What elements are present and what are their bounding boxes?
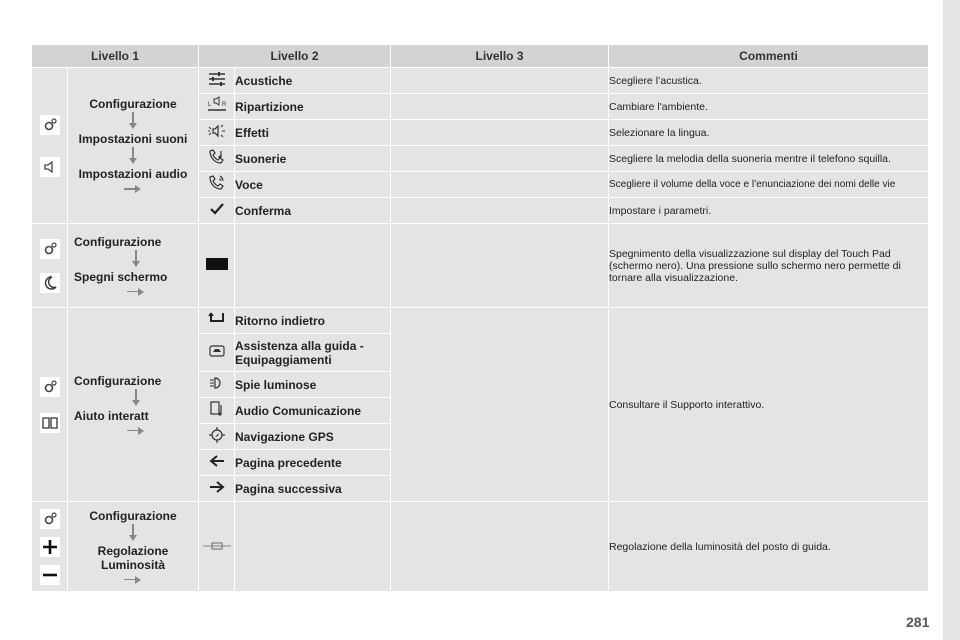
moon-icon <box>40 273 60 293</box>
level1-icons <box>32 68 68 224</box>
option-spie-luminose: Spie luminose <box>235 372 391 398</box>
gear-icon <box>40 115 60 135</box>
right-sidebar <box>943 0 960 640</box>
option-suonerie: Suonerie <box>235 146 391 172</box>
book-icon <box>40 413 60 433</box>
option-voce: Voce <box>235 172 391 198</box>
car-assist-icon <box>199 334 235 372</box>
level1-icons <box>32 224 68 308</box>
comment-aiuto: Consultare il Supporto interattivo. <box>609 308 929 502</box>
comment-voce: Scegliere il volume della voce e l’enunciazione dei nomi delle vie <box>609 172 929 198</box>
arrow-down-icon <box>131 250 141 268</box>
path-configurazione: Configurazione <box>89 97 177 111</box>
checkmark-icon <box>199 198 235 224</box>
settings-table <box>31 44 929 592</box>
level1-path <box>68 502 199 592</box>
table-row <box>32 68 929 94</box>
plus-icon <box>40 537 60 557</box>
comment-suonerie: Scegliere la melodia della suoneria mentre il telefono squilla. <box>609 146 929 172</box>
equalizer-icon <box>199 68 235 94</box>
arrow-left-icon <box>199 450 235 476</box>
arrow-right-icon <box>127 287 145 297</box>
table-row <box>32 224 929 308</box>
option-ripartizione: Ripartizione <box>235 94 391 120</box>
level1-path <box>68 224 199 308</box>
phone-ringtone-icon <box>199 146 235 172</box>
option-pagina-precedente: Pagina precedente <box>235 450 391 476</box>
path-luminosita: Luminosità <box>100 557 165 572</box>
table-row <box>32 502 929 592</box>
warning-light-icon <box>199 372 235 398</box>
comment-ripartizione: Cambiare l'ambiente. <box>609 94 929 120</box>
comment-luminosita: Regolazione della luminosità del posto di guida. <box>609 502 929 592</box>
gear-icon <box>40 239 60 259</box>
option-audio-comunicazione: Audio Comunicazione <box>235 398 391 424</box>
path-impostazioni-audio: Impostazioni audio <box>78 167 188 181</box>
table-row <box>32 308 929 334</box>
option-navigazione-gps: Navigazione GPS <box>235 424 391 450</box>
path-spegni-schermo: Spegni schermo <box>74 269 168 284</box>
header-livello3: Livello 3 <box>391 45 609 68</box>
audio-phone-icon <box>199 398 235 424</box>
svg-text:L: L <box>207 102 211 108</box>
path-configurazione: Configurazione <box>74 373 162 388</box>
arrow-down-icon <box>128 112 138 130</box>
phone-voice-icon <box>199 172 235 198</box>
header-livello1: Livello 1 <box>32 45 199 68</box>
page-number: 281 <box>906 614 930 630</box>
level1-path <box>68 68 199 224</box>
header-livello2: Livello 2 <box>199 45 391 68</box>
speaker-icon <box>40 157 60 177</box>
minus-icon <box>40 565 60 585</box>
option-assistenza: Assistenza alla guida - Equipaggiamenti <box>235 334 391 372</box>
arrow-right-icon <box>124 575 142 585</box>
option-conferma: Conferma <box>235 198 391 224</box>
table-header <box>32 45 929 68</box>
path-aiuto-interatt: Aiuto interatt <box>74 408 149 423</box>
brightness-slider-icon <box>199 502 235 592</box>
svg-text:R: R <box>221 102 226 108</box>
path-regolazione: Regolazione <box>97 543 169 558</box>
header-commenti: Commenti <box>609 45 929 68</box>
path-impostazioni-suoni: Impostazioni suoni <box>78 132 188 146</box>
gear-icon <box>40 509 60 529</box>
option-effetti: Effetti <box>235 120 391 146</box>
arrow-right-icon <box>124 184 142 194</box>
arrow-down-icon <box>131 389 141 407</box>
path-configurazione: Configurazione <box>74 234 162 249</box>
comment-conferma: Impostare i parametri. <box>609 198 929 224</box>
speaker-effects-icon <box>199 120 235 146</box>
level1-icons <box>32 308 68 502</box>
level1-icons <box>32 502 68 592</box>
comment-effetti: Selezionare la lingua. <box>609 120 929 146</box>
return-icon <box>199 308 235 334</box>
comment-acustiche: Scegliere l’acustica. <box>609 68 929 94</box>
option-acustiche: Acustiche <box>235 68 391 94</box>
gps-icon <box>199 424 235 450</box>
balance-icon <box>199 94 235 120</box>
path-configurazione: Configurazione <box>89 508 177 523</box>
option-pagina-successiva: Pagina successiva <box>235 476 391 502</box>
black-screen-icon <box>199 224 235 308</box>
arrow-right-icon <box>127 426 145 436</box>
level1-path <box>68 308 199 502</box>
arrow-down-icon <box>128 524 138 542</box>
arrow-right-icon <box>199 476 235 502</box>
option-ritorno-indietro: Ritorno indietro <box>235 308 391 334</box>
comment-spegni-schermo: Spegnimento della visualizzazione sul display del Touch Pad (schermo nero). Una pressione sullo schermo nero permette di tornare alla visualizzazione. <box>609 224 929 308</box>
arrow-down-icon <box>128 147 138 165</box>
gear-icon <box>40 377 60 397</box>
